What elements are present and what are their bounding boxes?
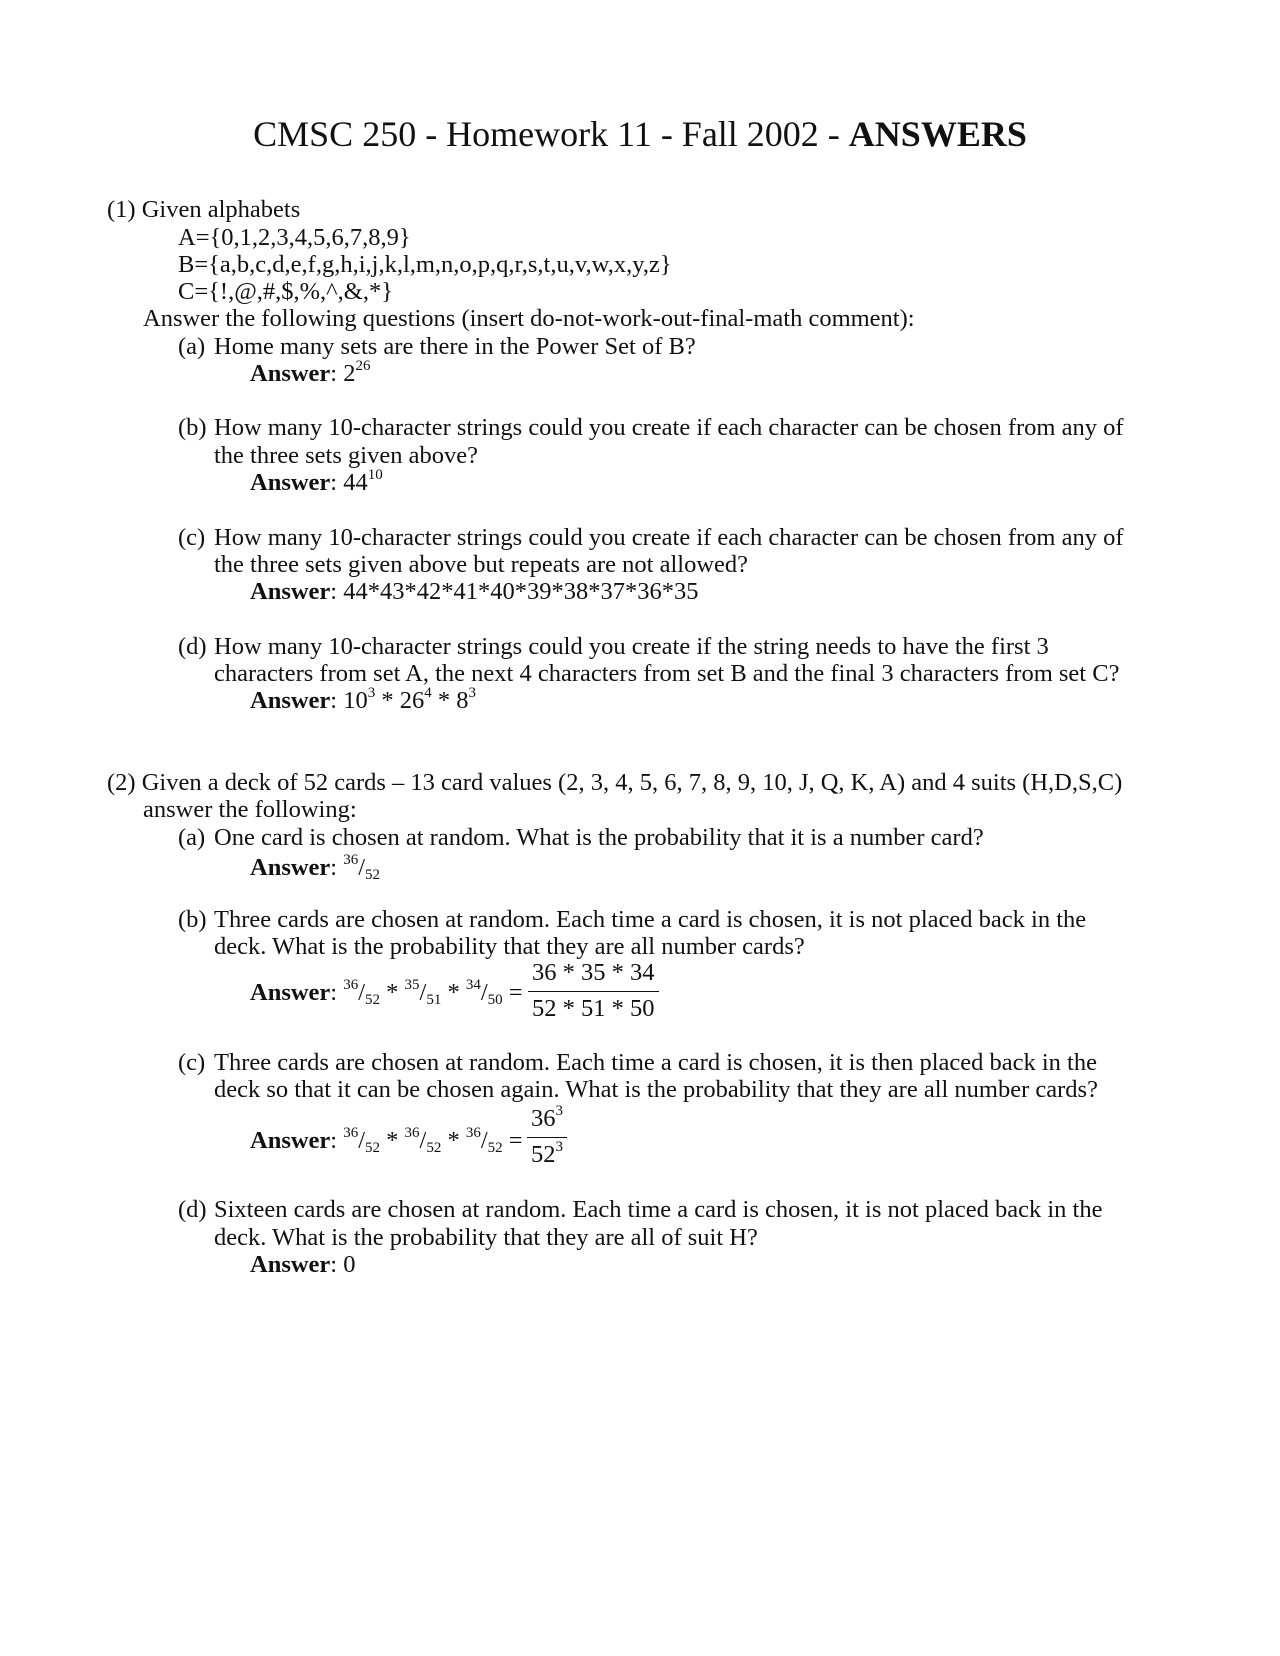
- q1-set-b: B={a,b,c,d,e,f,g,h,i,j,k,l,m,n,o,p,q,r,s,t,u,v,w,x,y,z}: [178, 251, 672, 278]
- q1c-answer: Answer: 44*43*42*41*40*39*38*37*36*35: [250, 578, 699, 605]
- q2b-question-line2: deck. What is the probability that they are all number cards?: [214, 933, 805, 960]
- q2-intro-line2: answer the following:: [143, 796, 357, 823]
- q1a-question: Home many sets are there in the Power Set of B?: [214, 333, 696, 360]
- q2c-answer: Answer: $^{36}$/52 * $^{36}$/52 * $^{36}$/52 =: [250, 1125, 523, 1156]
- q1d-question-line2: characters from set A, the next 4 characters from set B and the final 3 characters from set C?: [214, 660, 1120, 687]
- q2c-fraction: [527, 1103, 567, 1168]
- q2b-fraction-numerator: 36 * 35 * 34: [532, 959, 655, 986]
- q2b-question-line1: Three cards are chosen at random. Each time a card is chosen, it is not placed back in the: [214, 906, 1087, 933]
- q1c-label: (c): [178, 524, 206, 551]
- page-title: CMSC 250 - Homework 11 - Fall 2002 - ANSWERS: [253, 114, 1027, 154]
- q2d-question-line1: Sixteen cards are chosen at random. Each time a card is chosen, it is not placed back in the: [214, 1196, 1103, 1223]
- q2b-answer: Answer: $^{36}$/52 * $^{35}$/51 * $^{34}$/50 =: [250, 977, 523, 1008]
- q1-instruction: Answer the following questions (insert do-not-work-out-final-math comment):: [143, 305, 915, 332]
- q1d-answer: Answer: $10^3 * 26^4 * 8^3$: [250, 685, 476, 714]
- q2c-fraction-denominator: $52^3$: [531, 1138, 563, 1168]
- q2d-question-line2: deck. What is the probability that they are all of suit H?: [214, 1224, 758, 1251]
- q1a-label: (a): [178, 333, 206, 360]
- q2b-fraction-denominator: 52 * 51 * 50: [532, 994, 655, 1022]
- q2a-question: One card is chosen at random. What is the probability that it is a number card?: [214, 824, 984, 851]
- q2c-fraction-numerator: $36^3$: [531, 1103, 563, 1132]
- q2d-answer: Answer: 0: [250, 1251, 356, 1278]
- q1a-answer: Answer: $2^{26}$: [250, 358, 371, 387]
- q1d-label: (d): [178, 633, 207, 660]
- q1-set-a: A={0,1,2,3,4,5,6,7,8,9}: [178, 224, 411, 251]
- q2c-question-line2: deck so that it can be chosen again. What is the probability that they are all number cards?: [214, 1076, 1098, 1103]
- q1c-question-line2: the three sets given above but repeats are not allowed?: [214, 551, 749, 578]
- q1-intro: (1) Given alphabets: [107, 196, 301, 223]
- q1b-question-line2: the three sets given above?: [214, 442, 478, 469]
- q2c-question-line1: Three cards are chosen at random. Each time a card is chosen, it is then placed back in the: [214, 1049, 1097, 1076]
- q1b-question-line1: How many 10-character strings could you create if each character can be chosen from any of: [214, 414, 1124, 441]
- q1d-question-line1: How many 10-character strings could you create if the string needs to have the first 3: [214, 633, 1049, 660]
- q2a-answer: Answer: $^{36}$/52: [250, 852, 381, 883]
- q1b-answer: Answer: $44^{10}$: [250, 467, 383, 496]
- q2b-fraction: [528, 961, 659, 1021]
- q2-intro-line1: (2) Given a deck of 52 cards – 13 card values (2, 3, 4, 5, 6, 7, 8, 9, 10, J, Q, K, A) and 4 suits (H,D,S,C): [107, 769, 1123, 796]
- q2d-label: (d): [178, 1196, 207, 1223]
- q2c-label: (c): [178, 1049, 206, 1076]
- q2a-label: (a): [178, 824, 206, 851]
- q1b-label: (b): [178, 414, 207, 441]
- q2b-label: (b): [178, 906, 207, 933]
- q1c-question-line1: How many 10-character strings could you create if each character can be chosen from any of: [214, 524, 1124, 551]
- q1-set-c: C={!,@,#,$,%,^,&,*}: [178, 278, 393, 305]
